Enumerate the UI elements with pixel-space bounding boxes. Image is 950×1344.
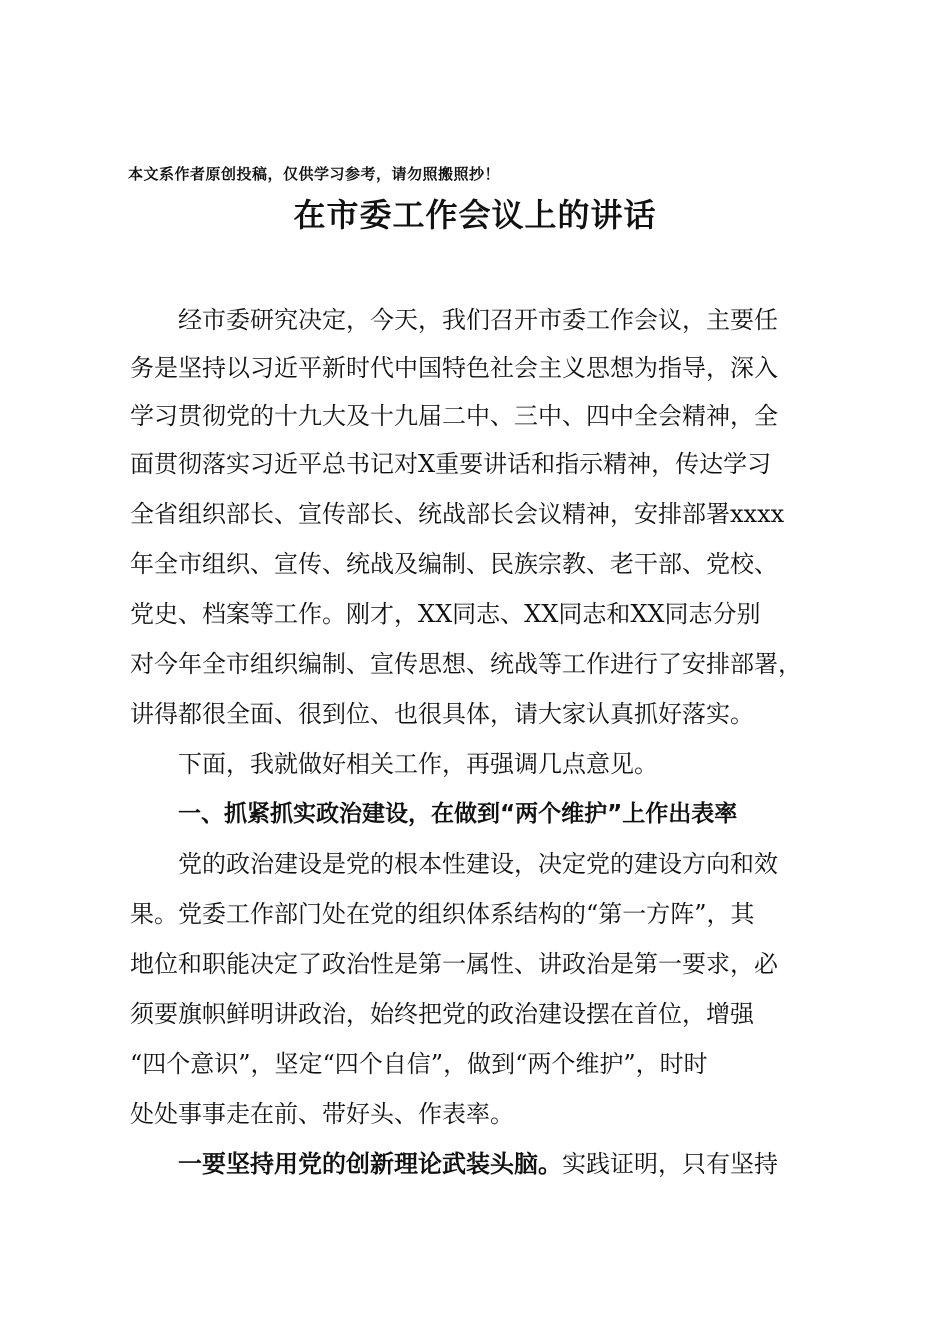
paragraph-line: 讲得都很全面、很到位、也很具体，请大家认真抓好落实。 [130,700,754,728]
bold-lead-sentence: 一要坚持用党的创新理论武装头脑。 [178,1150,562,1178]
paragraph-line [178,1146,778,1182]
paragraph-line: 党的政治建设是党的根本性建设，决定党的建设方向和效 [178,850,778,878]
paragraph-line: 下面，我就做好相关工作，再强调几点意见。 [178,750,658,778]
paragraph-line: 学习贯彻党的十九大及十九届二中、三中、四中全会精神，全 [130,402,778,430]
paragraph-line: 年全市组织、宣传、统战及编制、民族宗教、老干部、党校、 [130,550,778,578]
paragraph-line: 务是坚持以习近平新时代中国特色社会主义思想为指导，深入 [130,354,778,382]
paragraph-line: 地位和职能决定了政治性是第一属性、讲政治是第一要求，必 [130,950,778,978]
paragraph-text: 实践证明，只有坚持 [562,1150,778,1178]
paragraph-line: 处处事事走在前、带好头、作表率。 [130,1100,514,1128]
section-heading: 一、抓紧抓实政治建设，在做到“两个维护”上作出表率 [178,801,738,827]
paragraph-line: 全省组织部长、宣传部长、统战部长会议精神，安排部署xxxx [130,500,785,528]
paragraph-line: 经市委研究决定，今天，我们召开市委工作会议，主要任 [178,306,778,334]
paragraph-line: 面贯彻落实习近平总书记对X重要讲话和指示精神，传达学习 [130,450,772,478]
copyright-notice: 本文系作者原创投稿，仅供学习参考，请勿照搬照抄！ [128,165,501,183]
paragraph-line: 果。党委工作部门处在党的组织体系结构的“第一方阵”，其 [130,900,755,928]
paragraph-line: 对今年全市组织编制、宣传思想、统战等工作进行了安排部署， [130,650,802,678]
paragraph-line: 党史、档案等工作。刚才，XX同志、XX同志和XX同志分别 [130,600,761,628]
document-title: 在市委工作会议上的讲话 [293,196,657,234]
paragraph-line: 须要旗帜鲜明讲政治，始终把党的政治建设摆在首位，增强 [130,1000,754,1028]
paragraph-line: “四个意识”，坚定“四个自信”，做到“两个维护”，时时 [130,1050,708,1078]
